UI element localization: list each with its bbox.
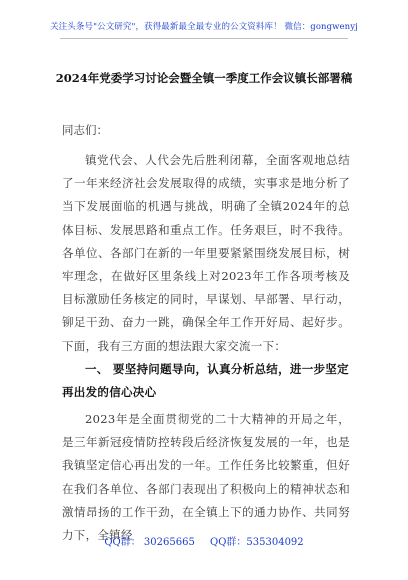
section-heading: 一、 要坚持问题导向，认真分析总结，进一步坚定再出发的信心决心 — [62, 362, 349, 399]
footer-qq-group-2: QQ群：535304092 — [210, 537, 304, 548]
body-paragraph: 镇党代会、人代会先后胜利闭幕，全面客观地总结了一年来经济社会发展取得的成绩，实事求是地分析了当下发展面临的机遇与挑战，明确了全镇2024年的总体目标、发展思路和重点工作。任务艰巨，时不我待。各单位、各部门在新的一年里要紧紧围绕发展目标，树牢理念，在做好区里条线上对2023年工作各项考核及目标激励任务核定的同时，早谋划、早部署、早行动，铆足干劲、奋力一跳，确保全年工作开好局、起好步。下面，我有三方面的想法跟大家交流一下： — [62, 153, 350, 353]
footer — [0, 533, 408, 548]
body-paragraph-1-container — [62, 149, 350, 358]
body-paragraph: 2023年是全面贯彻党的二十大精神的开局之年，是三年新冠疫情防控转段后经济恢复发展的一年，也是我镇坚定信心再出发的一年。工作任务比较繁重，但好在我们各单位、各部门表现出了积极向上的精神状态和激情昂扬的工作干劲，在全镇上下的通力协作、共同努力下，全镇经 — [62, 412, 350, 543]
document-title: 2024年党委学习讨论会暨全镇一季度工作会议镇长部署稿 — [55, 71, 353, 85]
footer-qq-group-1: QQ群： 30265665 — [104, 537, 195, 548]
body-paragraph-2-container — [62, 408, 350, 547]
header-divider — [60, 38, 348, 39]
header-banner: 关注头条号"公文研究"，获得最新最全最专业的公文资料库！ 微信：gongwenyj — [50, 22, 358, 32]
salutation: 同志们： — [62, 123, 108, 137]
